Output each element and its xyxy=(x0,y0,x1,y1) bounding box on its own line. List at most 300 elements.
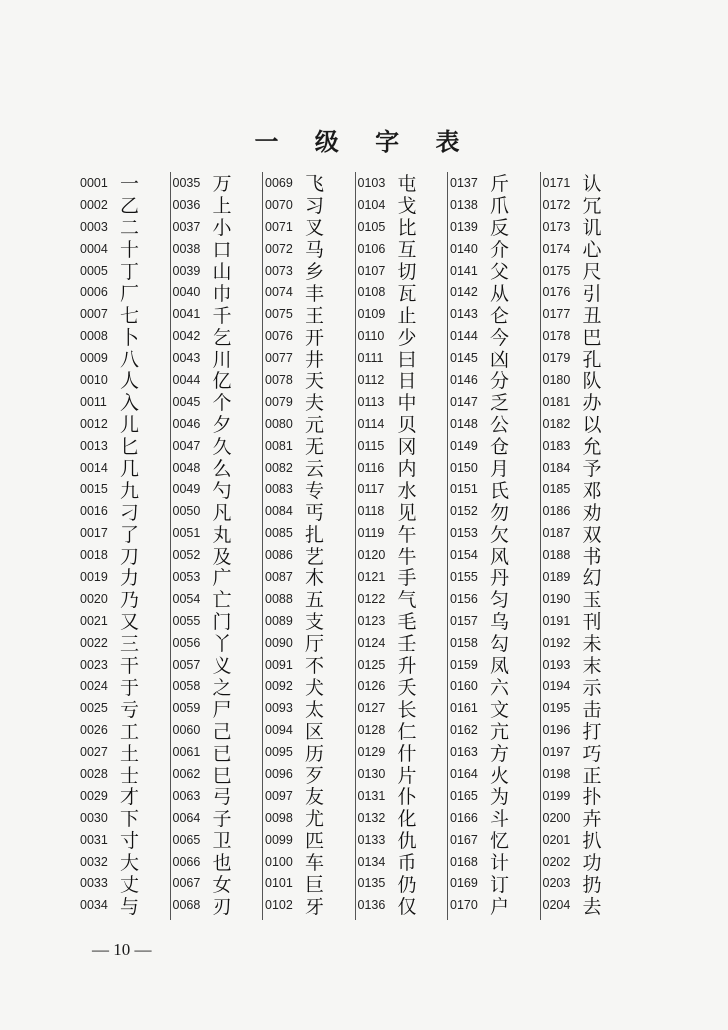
character: 凤 xyxy=(490,655,510,678)
table-row xyxy=(450,894,540,916)
character: 牛 xyxy=(397,545,417,568)
character-number: 0204 xyxy=(542,898,571,913)
character-number: 0138 xyxy=(450,197,478,212)
character: 卉 xyxy=(582,808,602,831)
character: 气 xyxy=(397,589,417,612)
character: 风 xyxy=(490,545,510,568)
character-number: 0065 xyxy=(172,832,201,847)
character: 为 xyxy=(490,786,510,809)
character-number: 0199 xyxy=(542,788,571,803)
character: 千 xyxy=(212,304,232,327)
character-number: 0008 xyxy=(80,329,108,344)
character-number: 0198 xyxy=(542,766,571,781)
character-number: 0014 xyxy=(80,460,108,475)
character-number: 0055 xyxy=(172,613,201,628)
character-number: 0060 xyxy=(172,723,201,738)
character: 天 xyxy=(305,370,325,393)
character: 井 xyxy=(305,348,325,371)
character-number: 0116 xyxy=(357,460,385,475)
character-number: 0091 xyxy=(265,657,293,672)
character: 斗 xyxy=(490,808,510,831)
character-number: 0124 xyxy=(357,635,386,650)
character: 专 xyxy=(305,479,325,502)
character-number: 0019 xyxy=(80,569,108,584)
character: 仆 xyxy=(397,786,417,809)
character: 歹 xyxy=(305,764,325,787)
character: 毛 xyxy=(397,611,417,634)
character-number: 0075 xyxy=(265,307,293,322)
character-number: 0110 xyxy=(357,329,385,344)
character-number: 0046 xyxy=(172,416,201,431)
character: 人 xyxy=(120,370,140,393)
character: 勺 xyxy=(212,479,232,502)
character-number: 0023 xyxy=(80,657,108,672)
character-number: 0053 xyxy=(172,569,201,584)
character-number: 0005 xyxy=(80,263,108,278)
character: 五 xyxy=(305,589,325,612)
character: 卫 xyxy=(212,830,232,853)
character-number: 0169 xyxy=(450,876,478,891)
character: 丈 xyxy=(120,873,140,896)
character: 无 xyxy=(305,436,325,459)
character-number: 0069 xyxy=(265,175,293,190)
character-number: 0175 xyxy=(542,263,571,278)
character-number: 0152 xyxy=(450,504,478,519)
character: 文 xyxy=(490,698,510,721)
character: 氏 xyxy=(490,479,510,502)
character: 讥 xyxy=(582,217,602,240)
character-number: 0013 xyxy=(80,438,108,453)
character-number: 0098 xyxy=(265,810,293,825)
character: 丑 xyxy=(582,304,602,327)
character: 玉 xyxy=(582,589,602,612)
character-number: 0089 xyxy=(265,613,293,628)
character-number: 0134 xyxy=(357,854,386,869)
character-number: 0123 xyxy=(357,613,386,628)
character-number: 0128 xyxy=(357,723,386,738)
character: 夭 xyxy=(397,676,417,699)
character: 心 xyxy=(582,239,602,262)
character: 比 xyxy=(397,217,417,240)
character-number: 0177 xyxy=(542,307,571,322)
character: 今 xyxy=(490,326,510,349)
character-number: 0038 xyxy=(172,241,201,256)
character-number: 0149 xyxy=(450,438,478,453)
character-number: 0158 xyxy=(450,635,478,650)
character-number: 0165 xyxy=(450,788,478,803)
character: 凡 xyxy=(212,501,232,524)
character: 屯 xyxy=(397,173,417,196)
character-number: 0180 xyxy=(542,372,571,387)
character-number: 0174 xyxy=(542,241,571,256)
character: 化 xyxy=(397,808,417,831)
character: 以 xyxy=(582,414,602,437)
character-number: 0010 xyxy=(80,372,108,387)
character-number: 0147 xyxy=(450,394,478,409)
character-number: 0016 xyxy=(80,504,108,519)
character: 牙 xyxy=(305,895,325,918)
character: 户 xyxy=(490,895,510,918)
character-number: 0187 xyxy=(542,526,571,541)
character-number: 0107 xyxy=(357,263,386,278)
character-number: 0108 xyxy=(357,285,386,300)
character-number: 0029 xyxy=(80,788,108,803)
character: 下 xyxy=(120,808,140,831)
character-number: 0117 xyxy=(357,482,385,497)
character-number: 0006 xyxy=(80,285,108,300)
character: 马 xyxy=(305,239,325,262)
character-number: 0105 xyxy=(357,219,386,234)
character-number: 0166 xyxy=(450,810,478,825)
character-number: 0201 xyxy=(542,832,571,847)
character: 劝 xyxy=(582,501,602,524)
character-number: 0157 xyxy=(450,613,478,628)
character-number: 0088 xyxy=(265,591,293,606)
character-number: 0133 xyxy=(357,832,386,847)
character: 六 xyxy=(490,676,510,699)
character: 尺 xyxy=(582,261,602,284)
character: 日 xyxy=(397,370,417,393)
character: 幻 xyxy=(582,567,602,590)
character-number: 0002 xyxy=(80,197,108,212)
character-number: 0066 xyxy=(172,854,201,869)
character-number: 0070 xyxy=(265,197,293,212)
character-number: 0203 xyxy=(542,876,571,891)
character-number: 0195 xyxy=(542,701,571,716)
character-number: 0099 xyxy=(265,832,293,847)
character: 小 xyxy=(212,217,232,240)
character: 仑 xyxy=(490,304,510,327)
character: 仁 xyxy=(397,720,417,743)
table-row xyxy=(358,894,448,916)
character-number: 0102 xyxy=(265,898,293,913)
character: 功 xyxy=(582,852,602,875)
character-number: 0041 xyxy=(172,307,201,322)
character: 入 xyxy=(120,392,140,415)
character: 止 xyxy=(397,304,417,327)
character-number: 0087 xyxy=(265,569,293,584)
character-number: 0090 xyxy=(265,635,293,650)
character-number: 0026 xyxy=(80,723,108,738)
character-number: 0153 xyxy=(450,526,478,541)
table-column xyxy=(355,172,448,920)
character-number: 0057 xyxy=(172,657,201,672)
character: 午 xyxy=(397,523,417,546)
table-column xyxy=(170,172,263,920)
character-number: 0076 xyxy=(265,329,293,344)
character: 历 xyxy=(305,742,325,765)
character: 干 xyxy=(120,655,140,678)
character-number: 0154 xyxy=(450,548,478,563)
character-number: 0179 xyxy=(542,351,571,366)
character: 刁 xyxy=(120,501,140,524)
character-number: 0185 xyxy=(542,482,571,497)
character-number: 0050 xyxy=(172,504,201,519)
character-number: 0067 xyxy=(172,876,201,891)
character-number: 0030 xyxy=(80,810,108,825)
character-number: 0118 xyxy=(357,504,385,519)
character-number: 0094 xyxy=(265,723,293,738)
character-number: 0115 xyxy=(357,438,385,453)
character: 友 xyxy=(305,786,325,809)
character: 火 xyxy=(490,764,510,787)
character: 切 xyxy=(397,261,417,284)
character: 工 xyxy=(120,720,140,743)
character-number: 0132 xyxy=(357,810,386,825)
character-number: 0164 xyxy=(450,766,478,781)
character: 丹 xyxy=(490,567,510,590)
character: 方 xyxy=(490,742,510,765)
character: 父 xyxy=(490,261,510,284)
character-number: 0119 xyxy=(357,526,385,541)
character: 贝 xyxy=(397,414,417,437)
character: 戈 xyxy=(397,195,417,218)
character-number: 0148 xyxy=(450,416,478,431)
character: 仓 xyxy=(490,436,510,459)
character: 升 xyxy=(397,655,417,678)
character: 内 xyxy=(397,458,417,481)
character: 厂 xyxy=(120,282,140,305)
character-number: 0063 xyxy=(172,788,201,803)
character-number: 0173 xyxy=(542,219,571,234)
character: 分 xyxy=(490,370,510,393)
character: 犬 xyxy=(305,676,325,699)
character: 广 xyxy=(212,567,232,590)
character: 刃 xyxy=(212,895,232,918)
character-table xyxy=(80,172,632,920)
character-number: 0131 xyxy=(357,788,386,803)
character: 打 xyxy=(582,720,602,743)
character: 叉 xyxy=(305,217,325,240)
character-number: 0135 xyxy=(357,876,386,891)
character: 月 xyxy=(490,458,510,481)
character-number: 0028 xyxy=(80,766,108,781)
character-number: 0035 xyxy=(172,175,201,190)
character-number: 0047 xyxy=(172,438,201,453)
character: 车 xyxy=(305,852,325,875)
character: 木 xyxy=(305,567,325,590)
character-number: 0141 xyxy=(450,263,478,278)
character: 大 xyxy=(120,852,140,875)
character-number: 0109 xyxy=(357,307,386,322)
character: 少 xyxy=(397,326,417,349)
character: 去 xyxy=(582,895,602,918)
character-number: 0003 xyxy=(80,219,108,234)
character: 支 xyxy=(305,611,325,634)
character: 示 xyxy=(582,676,602,699)
character: 巨 xyxy=(305,873,325,896)
character-number: 0097 xyxy=(265,788,293,803)
character: 才 xyxy=(120,786,140,809)
character: 从 xyxy=(490,282,510,305)
character: 引 xyxy=(582,282,602,305)
character: 介 xyxy=(490,239,510,262)
character-number: 0196 xyxy=(542,723,571,738)
character: 也 xyxy=(212,852,232,875)
character-number: 0073 xyxy=(265,263,293,278)
character: 巴 xyxy=(582,326,602,349)
character: 士 xyxy=(120,764,140,787)
character: 艺 xyxy=(305,545,325,568)
character-number: 0031 xyxy=(80,832,108,847)
character: 弓 xyxy=(212,786,232,809)
character: 双 xyxy=(582,523,602,546)
character: 巾 xyxy=(212,282,232,305)
character-number: 0039 xyxy=(172,263,201,278)
character-number: 0095 xyxy=(265,745,293,760)
character: 寸 xyxy=(120,830,140,853)
character: 水 xyxy=(397,479,417,502)
character-number: 0155 xyxy=(450,569,478,584)
character-number: 0049 xyxy=(172,482,201,497)
character-number: 0192 xyxy=(542,635,571,650)
character-number: 0027 xyxy=(80,745,108,760)
character: 厅 xyxy=(305,633,325,656)
character: 见 xyxy=(397,501,417,524)
character: 之 xyxy=(212,676,232,699)
character-number: 0171 xyxy=(542,175,571,190)
character: 邓 xyxy=(582,479,602,502)
character-number: 0103 xyxy=(357,175,386,190)
table-row xyxy=(265,894,355,916)
character: 匕 xyxy=(120,436,140,459)
character-number: 0114 xyxy=(357,416,385,431)
character: 刀 xyxy=(120,545,140,568)
character-number: 0064 xyxy=(172,810,201,825)
character-number: 0004 xyxy=(80,241,108,256)
character-number: 0178 xyxy=(542,329,571,344)
character-number: 0051 xyxy=(172,526,201,541)
character: 手 xyxy=(397,567,417,590)
table-row xyxy=(543,894,633,916)
character: 币 xyxy=(397,852,417,875)
character: 九 xyxy=(120,479,140,502)
character: 七 xyxy=(120,304,140,327)
character-number: 0012 xyxy=(80,416,108,431)
character-number: 0037 xyxy=(172,219,201,234)
character-number: 0062 xyxy=(172,766,201,781)
character-number: 0202 xyxy=(542,854,571,869)
character: 末 xyxy=(582,655,602,678)
character: 斤 xyxy=(490,173,510,196)
character-number: 0015 xyxy=(80,482,108,497)
character: 冗 xyxy=(582,195,602,218)
character-number: 0001 xyxy=(80,175,108,190)
character-number: 0080 xyxy=(265,416,293,431)
character-number: 0018 xyxy=(80,548,108,563)
character: 仍 xyxy=(397,873,417,896)
character: 扑 xyxy=(582,786,602,809)
character-number: 0200 xyxy=(542,810,571,825)
character-number: 0101 xyxy=(265,876,293,891)
character: 中 xyxy=(397,392,417,415)
character-number: 0092 xyxy=(265,679,293,694)
character-number: 0162 xyxy=(450,723,478,738)
character: 万 xyxy=(212,173,232,196)
character-number: 0159 xyxy=(450,657,478,672)
character-number: 0048 xyxy=(172,460,201,475)
character: 了 xyxy=(120,523,140,546)
character-number: 0052 xyxy=(172,548,201,563)
character: 乏 xyxy=(490,392,510,415)
character: 瓦 xyxy=(397,282,417,305)
character-number: 0161 xyxy=(450,701,478,716)
character: 开 xyxy=(305,326,325,349)
character-number: 0144 xyxy=(450,329,478,344)
character-number: 0040 xyxy=(172,285,201,300)
character-number: 0078 xyxy=(265,372,293,387)
character: 丫 xyxy=(212,633,232,656)
character: 三 xyxy=(120,633,140,656)
character: 匀 xyxy=(490,589,510,612)
character-number: 0061 xyxy=(172,745,201,760)
character: 尸 xyxy=(212,698,232,721)
character: 二 xyxy=(120,217,140,240)
character: 公 xyxy=(490,414,510,437)
character-number: 0042 xyxy=(172,329,201,344)
character-number: 0044 xyxy=(172,372,201,387)
character-number: 0100 xyxy=(265,854,293,869)
character-number: 0151 xyxy=(450,482,478,497)
character-number: 0036 xyxy=(172,197,201,212)
character-number: 0183 xyxy=(542,438,571,453)
character: 云 xyxy=(305,458,325,481)
character: 几 xyxy=(120,458,140,481)
character: 孔 xyxy=(582,348,602,371)
character: 巧 xyxy=(582,742,602,765)
character: 仇 xyxy=(397,830,417,853)
character: 不 xyxy=(305,655,325,678)
character-number: 0068 xyxy=(172,898,201,913)
character-number: 0059 xyxy=(172,701,201,716)
character-number: 0104 xyxy=(357,197,386,212)
character-number: 0058 xyxy=(172,679,201,694)
character: 乙 xyxy=(120,195,140,218)
character-number: 0086 xyxy=(265,548,293,563)
character-number: 0160 xyxy=(450,679,478,694)
character-number: 0145 xyxy=(450,351,478,366)
character-number: 0043 xyxy=(172,351,201,366)
character: 个 xyxy=(212,392,232,415)
character: 刊 xyxy=(582,611,602,634)
character-number: 0034 xyxy=(80,898,108,913)
character-number: 0168 xyxy=(450,854,478,869)
character-number: 0024 xyxy=(80,679,108,694)
page-number: — 10 — xyxy=(92,940,152,959)
character: 忆 xyxy=(490,830,510,853)
character: 乡 xyxy=(305,261,325,284)
character-number: 0150 xyxy=(450,460,478,475)
character: 子 xyxy=(212,808,232,831)
character-number: 0009 xyxy=(80,351,108,366)
character: 乞 xyxy=(212,326,232,349)
character: 丁 xyxy=(120,261,140,284)
character: 太 xyxy=(305,698,325,721)
character-number: 0011 xyxy=(80,394,107,409)
character: 一 xyxy=(120,173,140,196)
character: 允 xyxy=(582,436,602,459)
character: 扔 xyxy=(582,873,602,896)
character-number: 0071 xyxy=(265,219,293,234)
character-number: 0111 xyxy=(357,351,384,366)
character-number: 0125 xyxy=(357,657,386,672)
character: 十 xyxy=(120,239,140,262)
character: 女 xyxy=(212,873,232,896)
character: 上 xyxy=(212,195,232,218)
character: 仅 xyxy=(397,895,417,918)
character: 山 xyxy=(212,261,232,284)
character-number: 0112 xyxy=(357,372,385,387)
